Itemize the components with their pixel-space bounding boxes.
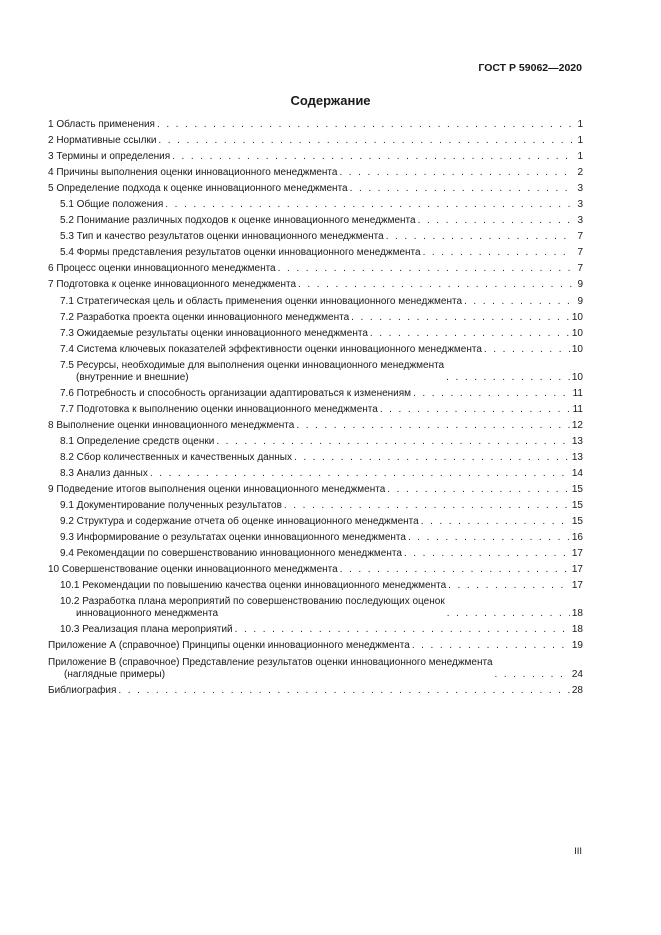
toc-leader-dots <box>294 452 570 464</box>
toc-entry[interactable] <box>48 516 583 528</box>
toc-leader-dots <box>447 608 570 620</box>
toc-page-number: 18 <box>571 608 583 620</box>
toc-leader-dots <box>340 564 570 576</box>
toc-entry-text: 9.4 Рекомендации по совершенствованию инновационного менеджмента <box>60 548 402 560</box>
toc-leader-dots <box>235 624 570 636</box>
toc-entry[interactable] <box>48 548 583 560</box>
toc-leader-dots <box>380 404 571 416</box>
toc-entry[interactable] <box>48 247 583 259</box>
toc-entry[interactable] <box>48 532 583 544</box>
toc-leader-dots <box>298 279 573 291</box>
toc-page-number: 19 <box>571 640 583 652</box>
toc-page-number: 14 <box>571 467 583 479</box>
toc-entry[interactable] <box>48 167 583 179</box>
toc-entry-text: 8.2 Сбор количественных и качественных данных <box>60 451 292 463</box>
toc-page-number: 15 <box>571 484 583 496</box>
toc-page-number: 3 <box>577 183 583 195</box>
toc-entry-text: 8 Выполнение оценки инновационного менеджмента <box>48 419 295 431</box>
toc-leader-dots <box>172 151 573 163</box>
toc-entry[interactable] <box>48 312 583 324</box>
toc-entry-text <box>60 360 444 384</box>
toc-page-number: 7 <box>577 231 583 243</box>
toc-entry[interactable] <box>48 151 583 163</box>
toc-leader-dots <box>448 580 570 592</box>
toc-entry[interactable] <box>48 580 583 592</box>
toc-entry-text: 10.3 Реализация плана мероприятий <box>60 624 233 636</box>
toc-entry-text: 7.1 Стратегическая цель и область применения оценки инновационного менеджмента <box>60 295 463 307</box>
toc-entry-text: 6 Процесс оценки инновационного менеджмента <box>48 263 276 275</box>
toc-entry[interactable] <box>48 119 583 131</box>
toc-page-number: 28 <box>571 684 583 696</box>
toc-leader-dots <box>404 548 570 560</box>
toc-entry[interactable] <box>48 344 583 356</box>
document-header <box>478 62 582 74</box>
toc-page-number: 10 <box>571 343 583 355</box>
toc-page-number: 18 <box>571 624 583 636</box>
toc-entry-text: 3 Термины и определения <box>48 151 171 163</box>
toc-leader-dots <box>408 532 570 544</box>
page-title: Содержание <box>290 93 371 108</box>
toc-entry[interactable] <box>48 564 583 576</box>
toc-entry[interactable] <box>48 279 583 291</box>
toc-entry-text: 5.3 Тип и качество результатов оценки инновационного менеджмента <box>60 231 384 243</box>
toc-page-number: 10 <box>571 311 583 323</box>
toc-entry[interactable] <box>48 263 583 275</box>
toc-entry-text: 7.2 Разработка проекта оценки инновационного менеджмента <box>60 311 350 323</box>
toc-page-number: 11 <box>572 387 583 399</box>
toc-entry[interactable] <box>48 135 583 147</box>
toc-leader-dots <box>157 119 573 131</box>
toc-leader-dots <box>423 247 573 259</box>
toc-entry[interactable] <box>48 484 583 496</box>
toc-entry[interactable] <box>48 624 583 636</box>
toc-page-number: 12 <box>571 419 583 431</box>
toc-page-number: 1 <box>577 135 583 147</box>
standard-number: ГОСТ Р 59062—2020 <box>478 62 582 74</box>
toc-entry[interactable] <box>48 596 583 620</box>
toc-page-number: 3 <box>577 215 583 227</box>
toc-entry[interactable] <box>48 500 583 512</box>
toc-leader-dots <box>386 231 573 243</box>
toc-entry-text: 9.3 Информирование о результатах оценки инновационного менеджмента <box>60 532 406 544</box>
toc-leader-dots <box>158 135 573 147</box>
toc-leader-dots <box>484 344 570 356</box>
toc-page-number: 17 <box>571 548 583 560</box>
toc-page-number: 24 <box>571 668 583 680</box>
toc-page-number: 9 <box>577 295 583 307</box>
toc-entry[interactable] <box>48 420 583 432</box>
toc-leader-dots <box>387 484 570 496</box>
toc-page-number: 13 <box>571 435 583 447</box>
toc-leader-dots <box>446 372 570 384</box>
toc-page-number: 17 <box>571 564 583 576</box>
toc-page-number: 7 <box>577 247 583 259</box>
toc-entry-text: 5 Определение подхода к оценке инновационного менеджмента <box>48 183 348 195</box>
toc-entry-text <box>48 657 493 681</box>
toc-leader-dots <box>464 296 573 308</box>
toc-entry-text: 8.3 Анализ данных <box>60 467 148 479</box>
toc-entry-continuation: (наглядные примеры) <box>64 668 166 680</box>
toc-entry-first-line: 10.2 Разработка плана мероприятий по совершенствованию последующих оценок <box>60 596 445 608</box>
toc-entry-continuation: (внутренние и внешние) <box>76 371 189 383</box>
toc-page-number: 1 <box>577 119 583 130</box>
toc-leader-dots <box>370 328 570 340</box>
toc-leader-dots <box>284 500 570 512</box>
toc-entry-text: 9.2 Структура и содержание отчета об оценке инновационного менеджмента <box>60 516 419 528</box>
toc-entry-text: Библиография <box>48 684 117 696</box>
toc-leader-dots <box>351 312 570 324</box>
toc-entry-text: 9 Подведение итогов выполнения оценки инновационного менеджмента <box>48 484 386 496</box>
toc-page-number: 15 <box>571 500 583 512</box>
toc-entry-first-line: Приложение В (справочное) Представление результатов оценки инновационного менеджмента <box>48 656 493 668</box>
toc-entry-text: 5.2 Понимание различных подходов к оценке инновационного менеджмента <box>60 215 416 227</box>
toc-entry[interactable] <box>48 215 583 227</box>
toc-page-number: 10 <box>571 327 583 339</box>
toc-page-number: 13 <box>571 451 583 463</box>
toc-page-number: 7 <box>577 263 583 275</box>
toc-leader-dots <box>413 388 571 400</box>
toc-leader-dots <box>216 436 570 448</box>
toc-entry-continuation: инновационного менеджмента <box>76 608 219 620</box>
toc-entry-text: 7.7 Подготовка к выполнению оценки инновационного менеджмента <box>60 403 378 415</box>
toc-entry[interactable] <box>48 452 583 464</box>
toc-entry-text: 4 Причины выполнения оценки инновационного менеджмента <box>48 167 338 179</box>
toc-leader-dots <box>278 263 573 275</box>
toc-page-number: 16 <box>571 532 583 544</box>
toc-entry-text: Приложение А (справочное) Принципы оценки инновационного менеджмента <box>48 640 410 652</box>
toc-entry-text: 1 Область применения <box>48 119 155 130</box>
toc-leader-dots <box>350 183 573 195</box>
toc-entry[interactable] <box>48 183 583 195</box>
toc-entry[interactable] <box>48 360 583 384</box>
toc-page-number: 1 <box>577 151 583 163</box>
toc-page-number: 10 <box>571 371 583 383</box>
toc-entry-text <box>60 596 445 620</box>
toc-leader-dots <box>418 215 573 227</box>
toc-entry[interactable] <box>48 296 583 308</box>
toc-entry-text: 5.1 Общие положения <box>60 199 164 211</box>
toc-entry-text: 7.3 Ожидаемые результаты оценки инновационного менеджмента <box>60 327 368 339</box>
toc-leader-dots <box>421 516 570 528</box>
toc-leader-dots <box>495 669 570 681</box>
toc-entry[interactable] <box>48 404 583 416</box>
toc-page-number: 11 <box>572 403 583 415</box>
toc-entry-text: 8.1 Определение средств оценки <box>60 435 215 447</box>
toc-leader-dots <box>339 167 573 179</box>
table-of-contents <box>48 119 583 701</box>
toc-entry-text: 10.1 Рекомендации по повышению качества оценки инновационного менеджмента <box>60 580 447 592</box>
toc-page-number: 17 <box>571 580 583 592</box>
toc-entry-text: 7.6 Потребность и способность организации адаптироваться к изменениям <box>60 387 412 399</box>
toc-page-number: 3 <box>577 199 583 211</box>
toc-entry[interactable] <box>48 657 583 681</box>
toc-entry[interactable] <box>48 436 583 448</box>
toc-entry[interactable] <box>48 640 583 652</box>
toc-entry-text: 2 Нормативные ссылки <box>48 135 157 147</box>
toc-entry-text: 10 Совершенствование оценки инновационного менеджмента <box>48 564 338 576</box>
toc-entry[interactable] <box>48 231 583 243</box>
toc-leader-dots <box>150 468 570 480</box>
toc-entry[interactable] <box>48 388 583 400</box>
toc-page-number: 2 <box>577 167 583 179</box>
toc-leader-dots <box>296 420 570 432</box>
toc-entry[interactable] <box>48 328 583 340</box>
toc-entry[interactable] <box>48 468 583 480</box>
toc-entry-first-line: 7.5 Ресурсы, необходимые для выполнения оценки инновационного менеджмента <box>60 359 445 371</box>
toc-entry-text: 9.1 Документирование полученных результатов <box>60 500 282 512</box>
toc-entry-text: 7.4 Система ключевых показателей эффективности оценки инновационного менеджмента <box>60 343 482 355</box>
toc-page-number: 9 <box>577 279 583 291</box>
toc-entry-text: 7 Подготовка к оценке инновационного менеджмента <box>48 279 297 291</box>
toc-leader-dots <box>118 685 569 697</box>
toc-entry[interactable] <box>48 685 583 697</box>
toc-leader-dots <box>165 199 573 211</box>
toc-leader-dots <box>412 640 570 652</box>
toc-page-number: 15 <box>571 516 583 528</box>
page-number: III <box>574 846 582 857</box>
toc-entry-text: 5.4 Формы представления результатов оценки инновационного менеджмента <box>60 247 421 259</box>
toc-entry[interactable] <box>48 199 583 211</box>
